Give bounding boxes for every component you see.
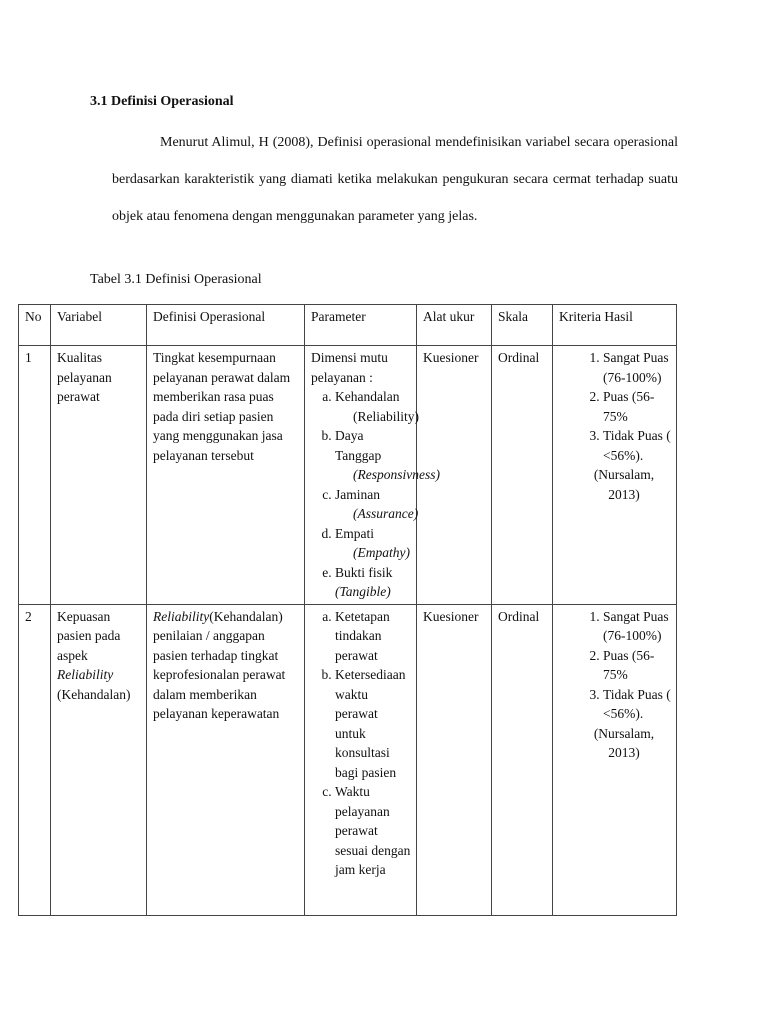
kriteria-item: 2. Puas (56-75% [603,387,671,426]
definisi-text: (Kehandalan) penilaian / anggapan pasien terhadap tingkat keprofesionalan perawat dalam memberikan pelayanan keperawatan [153,608,286,721]
kriteria-item: 3. Tidak Puas ( <56%). [603,685,671,724]
cell-skala: Ordinal [492,604,553,915]
parameter-item: a. Kehandalan (Reliability) [335,387,411,426]
kriteria-item: 3. Tidak Puas ( <56%). [603,426,671,465]
cell-kriteria [553,346,677,605]
cell-no: 2 [19,604,51,915]
parameter-item: c. Jaminan (Assurance) [335,485,411,524]
parameter-list [311,607,411,880]
cell-alat-ukur: Kuesioner [417,346,492,605]
parameter-item: a. Ketetapan tindakan perawat [335,607,411,666]
cell-no: 1 [19,346,51,605]
intro-paragraph [112,124,678,235]
header-variabel: Variabel [51,305,147,346]
section-heading: 3.1 Definisi Operasional [90,94,234,109]
parameter-item: d. Empati (Empathy) [335,524,411,563]
parameter-intro: Dimensi mutu pelayanan : [311,350,388,385]
cell-definisi [147,604,305,915]
kriteria-item: 1. Sangat Puas (76-100%) [603,607,671,646]
paragraph-text: Menurut Alimul, H (2008), Definisi operasional mendefinisikan variabel secara operasional berdasarkan karakteristik yang diamati ketika melakukan pengukuran secara cermat terhadap suatu objek atau fenomena dengan menggunakan parameter yang jelas. [112,135,678,224]
kriteria-item: 2. Puas (56-75% [603,646,671,685]
variabel-tail: (Kehandalan) [57,686,131,702]
table-row [19,604,677,915]
table-row [19,346,677,605]
parameter-item: b. Daya Tanggap (Responsivness) [335,426,411,485]
header-parameter: Parameter [305,305,417,346]
cell-parameter [305,346,440,605]
definition-table [18,304,677,916]
header-no: No [19,305,51,346]
variabel-text: Kepuasan pasien pada aspek [57,608,121,663]
table-caption: Tabel 3.1 Definisi Operasional [90,272,262,287]
header-kriteria: Kriteria Hasil [553,305,677,346]
header-definisi: Definisi Operasional [147,305,305,346]
kriteria-item: 1. Sangat Puas (76-100%) [603,348,671,387]
parameter-item: e. Bukti fisik (Tangible) [335,563,411,602]
cell-variabel [51,604,147,915]
definisi-italic: Reliability [153,608,210,624]
cell-kriteria [553,604,677,915]
table-header-row [19,305,677,346]
parameter-list [311,387,440,602]
parameter-item: b. Ketersediaan waktu perawat untuk konsultasi bagi pasien [335,665,411,782]
cell-skala: Ordinal [492,346,553,605]
variabel-italic: Reliability [57,667,114,682]
header-alat-ukur: Alat ukur [417,305,492,346]
kriteria-reference: (Nursalam, 2013) [593,467,655,502]
header-skala: Skala [492,305,553,346]
cell-variabel: Kualitas pelayanan perawat [51,346,147,605]
cell-definisi: Tingkat kesempurnaan pelayanan perawat dalam memberikan rasa puas pada diri setiap pasien yang menggunakan jasa pelayanan tersebut [147,346,305,605]
cell-parameter [305,604,417,915]
kriteria-reference: (Nursalam, 2013) [593,725,655,760]
cell-alat-ukur: Kuesioner [417,604,492,915]
parameter-item: c. Waktu pelayanan perawat sesuai dengan jam kerja [335,782,411,880]
kriteria-list [559,607,671,724]
kriteria-list [559,348,671,465]
